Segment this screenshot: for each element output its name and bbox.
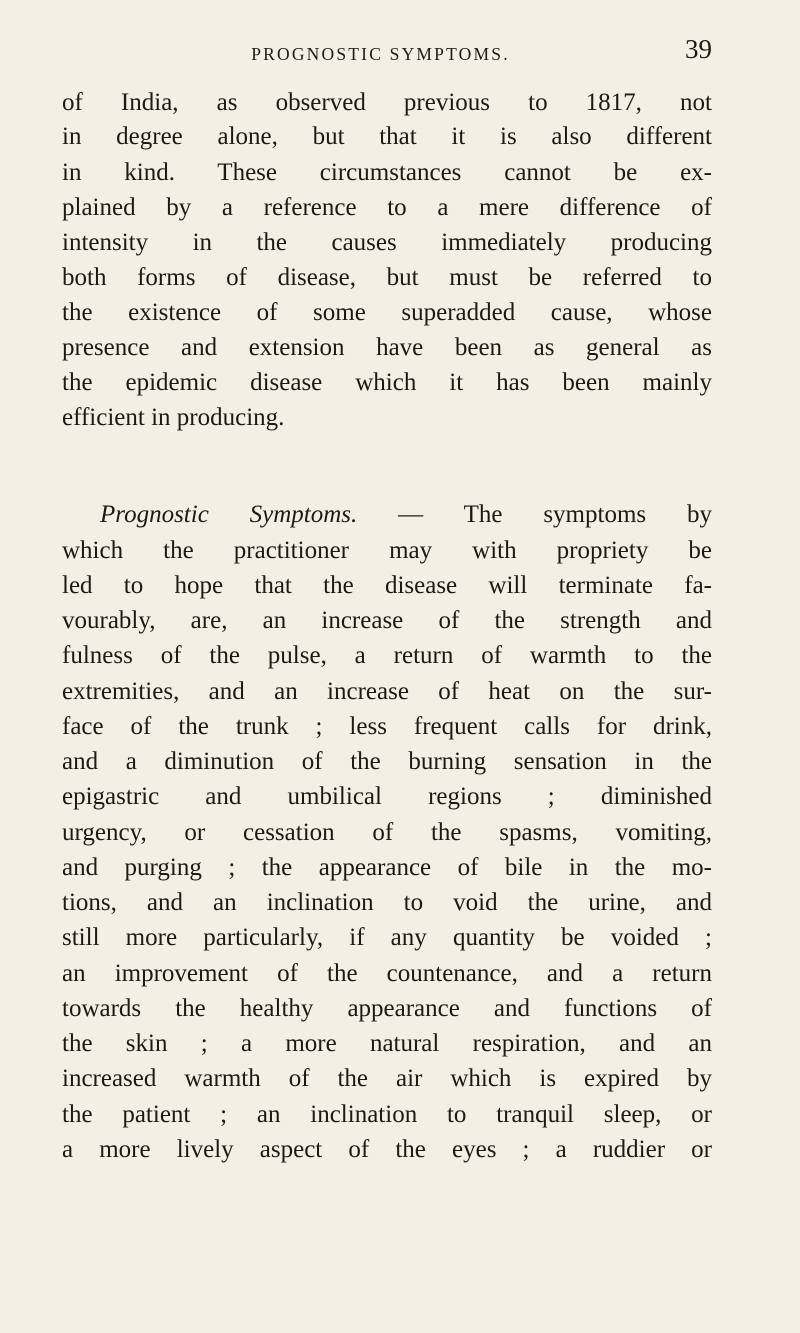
text-line: still more particularly, if any quantity be voided ; (62, 924, 712, 951)
text-line: which the practitioner may with propriety be (62, 537, 712, 564)
running-head: PROGNOSTIC SYMPTOMS. (251, 44, 510, 64)
text-line: the epidemic disease which it has been mainly (62, 369, 712, 396)
text-line: efficient in producing. (62, 404, 285, 431)
text-line: vourably, are, an increase of the strength and (62, 607, 712, 634)
text-line: extremities, and an increase of heat on the sur- (62, 678, 712, 705)
text-line: plained by a reference to a mere difference of (62, 194, 712, 221)
text-line: the existence of some superadded cause, whose (62, 299, 712, 326)
text-line: in degree alone, but that it is also different (62, 123, 712, 150)
text-line: a more lively aspect of the eyes ; a ruddier or (62, 1136, 712, 1163)
text-line: and purging ; the appearance of bile in the mo- (62, 854, 712, 881)
page-number: 39 (685, 34, 712, 64)
text-line: both forms of disease, but must be referred to (62, 264, 712, 291)
text-line: fulness of the pulse, a return of warmth to the (62, 642, 712, 669)
text-line: urgency, or cessation of the spasms, vomiting, (62, 819, 712, 846)
section-heading: Prognostic Symptoms. (100, 501, 358, 528)
text-line: in kind. These circumstances cannot be ex- (62, 159, 712, 186)
text-line: tions, and an inclination to void the urine, and (62, 889, 712, 916)
text-line: intensity in the causes immediately producing (62, 229, 712, 256)
text-line: increased warmth of the air which is expired by (62, 1065, 712, 1092)
text-line: led to hope that the disease will terminate fa- (62, 572, 712, 599)
text-line: the patient ; an inclination to tranquil sleep, or (62, 1101, 712, 1128)
text-line: the skin ; a more natural respiration, and an (62, 1030, 712, 1057)
text-line: presence and extension have been as general as (62, 334, 712, 361)
text-line: of India, as observed previous to 1817, not (62, 89, 712, 116)
text-line: and a diminution of the burning sensation in the (62, 748, 712, 775)
text-line: face of the trunk ; less frequent calls for drink, (62, 713, 712, 740)
text-line-continuation: — The symptoms by (357, 501, 712, 528)
text-line: epigastric and umbilical regions ; diminished (62, 783, 712, 810)
section-first-line (100, 500, 712, 530)
text-line: an improvement of the countenance, and a return (62, 960, 712, 987)
text-line: towards the healthy appearance and functions of (62, 995, 712, 1022)
